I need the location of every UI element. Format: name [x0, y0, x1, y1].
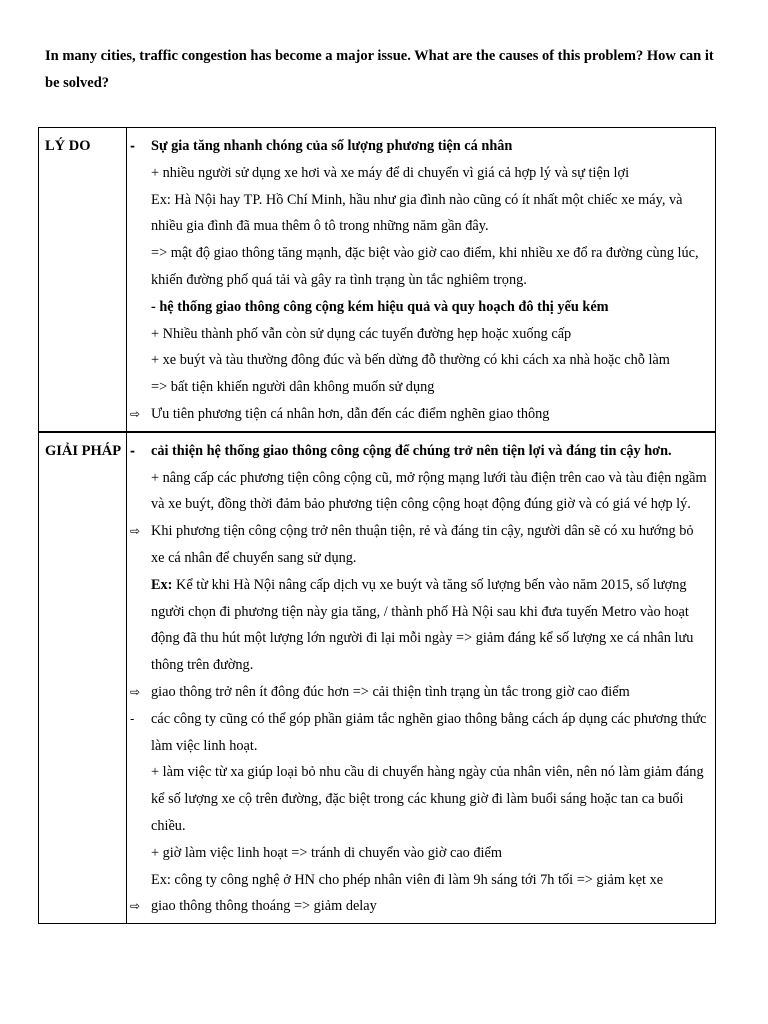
outline-line [127, 160, 707, 187]
line-text: + Nhiều thành phố vẫn còn sử dụng các tuyến đường hẹp hoặc xuống cấp [151, 325, 572, 342]
outline-line [127, 572, 707, 679]
reasons-row [39, 128, 716, 432]
section-content [127, 432, 716, 924]
line-text: - hệ thống giao thông công cộng kém hiệu quả và quy hoạch đô thị yếu kém [151, 298, 609, 315]
outline-line [127, 840, 707, 867]
outline-line [127, 438, 707, 465]
outline-line [127, 401, 707, 428]
line-text: các công ty cũng có thể góp phần giảm tắc nghẽn giao thông bằng cách áp dụng các phương thức làm việc linh hoạt. [151, 710, 707, 754]
outline-line [127, 893, 707, 920]
line-text: + làm việc từ xa giúp loại bỏ nhu cầu di chuyển hàng ngày của nhân viên, nên nó làm giảm đáng kể số lượng xe cộ trên đường, đặc biệt trong các khung giờ đi làm buổi sáng hoặc tan ca buổi chiều. [151, 764, 704, 834]
dash-bullet: - [130, 443, 135, 458]
arrow-bullet-icon: ⇨ [130, 524, 141, 539]
line-text: giao thông thông thoáng => giảm delay [151, 898, 377, 915]
line-text: Sự gia tăng nhanh chóng của số lượng phương tiện cá nhân [151, 138, 513, 154]
outline-line [127, 187, 707, 241]
example-lead: Ex: [151, 576, 173, 593]
line-text: + nhiều người sử dụng xe hơi và xe máy để di chuyển vì giá cả hợp lý và sự tiện lợi [151, 164, 630, 181]
section-label: LÝ DO [39, 128, 127, 432]
outline-line [127, 240, 707, 294]
arrow-bullet-icon: ⇨ [130, 406, 141, 421]
solutions-row [39, 432, 716, 924]
outline-line [127, 133, 707, 160]
line-text: + giờ làm việc linh hoạt => tránh di chuyển vào giờ cao điểm [151, 844, 502, 861]
dash-bullet: - [130, 711, 135, 726]
line-text: Khi phương tiện công cộng trở nên thuận tiện, rẻ và đáng tin cậy, người dân sẽ có xu hướng bỏ xe cá nhân để chuyển sang sử dụng. [151, 523, 694, 566]
section-label: GIẢI PHÁP [39, 432, 127, 924]
line-text: giao thông trở nên ít đông đúc hơn => cải thiện tình trạng ùn tắc trong giờ cao điểm [151, 683, 630, 700]
essay-question: In many cities, traffic congestion has become a major issue. What are the causes of this problem? How can it be solved? [45, 48, 714, 91]
line-text: => bất tiện khiến người dân không muốn sử dụng [151, 379, 435, 396]
outline-line [127, 867, 707, 894]
arrow-bullet-icon: ⇨ [130, 684, 141, 699]
outline-table [38, 127, 716, 924]
dash-bullet: - [130, 139, 135, 153]
outline-line [127, 321, 707, 348]
line-text: Ưu tiên phương tiện cá nhân hơn, dẫn đến các điểm nghẽn giao thông [151, 405, 550, 422]
outline-line [127, 759, 707, 839]
outline-line [127, 347, 707, 374]
outline-line [127, 706, 707, 760]
line-text: => mật độ giao thông tăng mạnh, đặc biệt vào giờ cao điểm, khi nhiều xe đổ ra đường cùng lúc, khiến đường phố quá tải và gây ra tình trạng ùn tắc nghiêm trọng. [151, 245, 699, 288]
line-text: cải thiện hệ thống giao thông công cộng để chúng trở nên tiện lợi và đáng tin cậy hơn. [151, 442, 672, 459]
line-text: + xe buýt và tàu thường đông đúc và bến dừng đỗ thường có khi cách xa nhà hoặc chỗ làm [151, 352, 670, 369]
outline-line [127, 465, 707, 519]
arrow-bullet-icon: ⇨ [130, 899, 141, 914]
section-content [127, 128, 716, 432]
line-text: Kể từ khi Hà Nội nâng cấp dịch vụ xe buýt và tăng số lượng bến vào năm 2015, số lượng người chọn đi phương tiện này gia tăng, / thành phố Hà Nội sau khi đưa tuyến Metro vào hoạt động đã thu hút một lượng lớn người đi lại mỗi ngày => giảm đáng kể số lượng xe cá nhân lưu thông trên đường. [151, 576, 694, 674]
outline-line [127, 679, 707, 706]
line-text: + nâng cấp các phương tiện công cộng cũ, mở rộng mạng lưới tàu điện trên cao và tàu điện ngầm và xe buýt, đồng thời đảm bảo phương tiện công cộng hoạt động đúng giờ và có giá vé hợp lý. [151, 469, 707, 513]
outline-line [127, 294, 707, 321]
outline-line [127, 518, 707, 572]
outline-line [127, 374, 707, 401]
line-text: Ex: công ty công nghệ ở HN cho phép nhân viên đi làm 9h sáng tới 7h tối => giảm kẹt xe [151, 871, 664, 888]
line-text: Ex: Hà Nội hay TP. Hồ Chí Minh, hầu như gia đình nào cũng có ít nhất một chiếc xe máy, và nhiều gia đình đã mua thêm ô tô trong những năm gần đây. [151, 191, 683, 235]
